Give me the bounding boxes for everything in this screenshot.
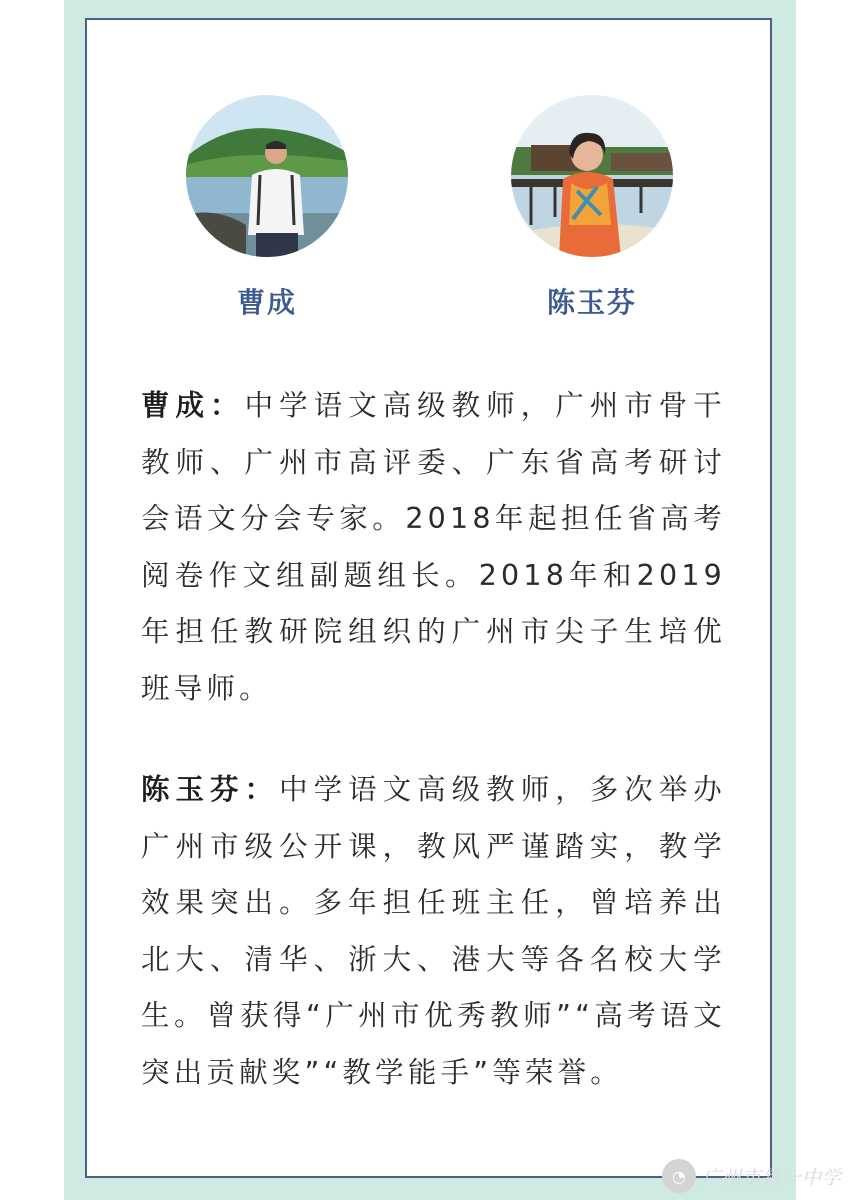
bio-text: 中学语文高级教师，广州市骨干教师、广州市高评委、广东省高考研讨会语文分会专家。2018年起担任省高考阅卷作文组副题组长。2018年和2019年担任教研院组织的广州市尖子生培优班导师。 [141,389,726,705]
teacher-intro-card [85,18,772,1178]
bio-text: 中学语文高级教师，多次举办广州市级公开课，教风严谨踏实，教学效果突出。多年担任班主任，曾培养出北大、清华、浙大、港大等各名校大学生。曾获得“广州市优秀教师”“高考语文突出贡献奖”“教学能手”等荣誉。 [141,773,726,1089]
photo-man-by-lake-icon [186,95,348,257]
avatar-chen-yufen[interactable] [511,95,673,257]
watermark [662,1158,852,1194]
watermark-text: 广州市铁一中学 [702,1166,843,1189]
profile-name: 曹成 [236,286,297,319]
photo-woman-on-pier-icon [511,95,673,257]
avatar-cao-cheng[interactable] [186,95,348,257]
wechat-logo-icon: ◔ [662,1159,696,1193]
profile-name: 陈玉芬 [546,286,637,319]
profile-chen-yufen [510,95,674,321]
bio-label: 曹成： [141,389,245,422]
profile-cao-cheng [185,95,349,321]
bio-chen-yufen [141,762,726,1101]
bio-cao-cheng [141,378,726,717]
bio-label: 陈玉芬： [141,773,280,806]
